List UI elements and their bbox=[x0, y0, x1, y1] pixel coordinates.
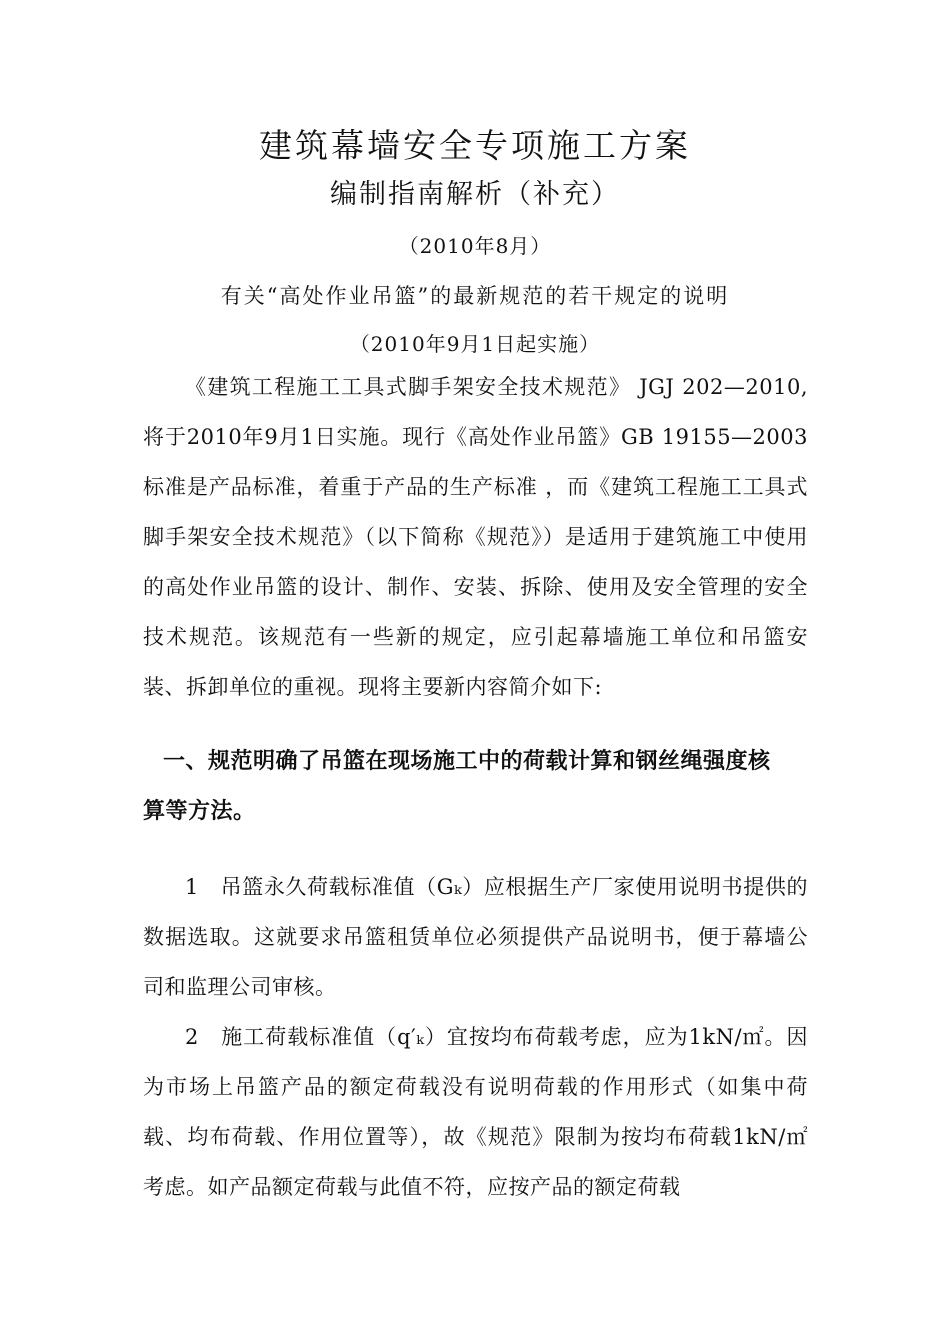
document-title: 建筑幕墙安全专项施工方案 bbox=[259, 126, 691, 165]
effective-date: （2010年9月1日起实施） bbox=[349, 332, 601, 356]
document-date: （2010年8月） bbox=[398, 234, 552, 258]
document-subtitle: 编制指南解析（补充） bbox=[330, 179, 620, 210]
intro-paragraph: 《建筑工程施工工具式脚手架安全技术规范》 JGJ 202—2010,将于2010年9月1日实施。现行《高处作业吊篮》GB 19155—2003标准是产品标准，着重于产品的生产标准 ，而《建筑工程施工工具式脚手架安全技术规范》（以下简称《规范》）是适用于建筑施工中使用的高处作业吊篮的设计、制作、安装、拆除、使用及安全管理的安全技术规范。该规范有一些新的规定，应引起幕墙施工单位和吊篮安装、拆卸单位的重视。现将主要新内容简介如下: bbox=[143, 375, 808, 699]
item1-block bbox=[143, 862, 808, 1012]
document-topic: 有关“高处作业吊篮”的最新规范的若干规定的说明 bbox=[220, 284, 730, 308]
section1-heading-block bbox=[163, 737, 808, 787]
section1-heading-line2: 算等方法。 bbox=[143, 799, 256, 824]
section1-heading-block-2 bbox=[143, 787, 808, 837]
item2-block bbox=[143, 1012, 808, 1212]
intro-paragraph-block bbox=[143, 362, 808, 712]
item2-paragraph: 2 施工荷载标准值（q′ₖ）宜按均布荷载考虑，应为1kN/㎡。因为市场上吊篮产品的额定荷载没有说明荷载的作用形式（如集中荷载、均布荷载、作用位置等），故《规范》限制为按均布荷载1kN/㎡考虑。如产品额定荷载与此值不符，应按产品的额定荷载 bbox=[143, 1025, 808, 1199]
section1-heading-line1: 一、规范明确了吊篮在现场施工中的荷载计算和钢丝绳强度核 bbox=[163, 749, 771, 774]
item1-paragraph: 1 吊篮永久荷载标准值（Gₖ）应根据生产厂家使用说明书提供的数据选取。这就要求吊篮租赁单位必须提供产品说明书，便于幕墙公司和监理公司审核。 bbox=[143, 875, 808, 999]
